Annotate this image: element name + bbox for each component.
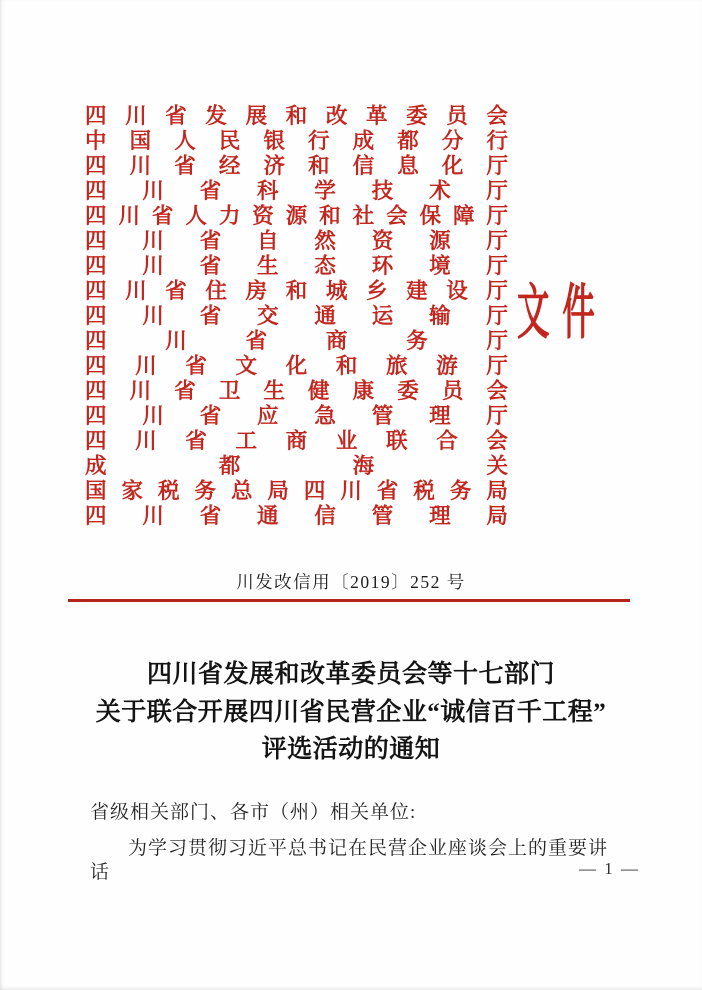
red-separator-rule <box>68 599 630 602</box>
agency-line: 中 国 人 民 银 行 成 都 分 行 <box>85 129 508 153</box>
body-paragraph: 为学习贯彻习近平总书记在民营企业座谈会上的重要讲话 <box>90 838 609 883</box>
agency-line: 四 川 省 经 济 和 信 息 化 厅 <box>85 154 508 178</box>
doc-type-label: 文件 <box>517 280 608 346</box>
document-body <box>90 801 622 885</box>
agency-line: 四 川 省 工 商 业 联 合 会 <box>85 429 508 453</box>
agency-line: 四 川 省 自 然 资 源 厅 <box>85 229 508 253</box>
title-line: 关于联合开展四川省民营企业“诚信百千工程” <box>95 698 607 726</box>
letterhead-agency-list <box>85 104 508 529</box>
document-title <box>0 656 702 769</box>
salutation: 省级相关部门、各市（州）相关单位: <box>90 802 417 823</box>
agency-line: 国 家 税 务 总 局 四 川 省 税 务 局 <box>85 479 508 503</box>
title-line: 评选活动的通知 <box>261 736 441 763</box>
title-line: 四川省发展和改革委员会等十七部门 <box>146 661 555 688</box>
agency-line: 四 川 省 应 急 管 理 厅 <box>85 404 508 428</box>
reference-number: 川发改信用〔2019〕252 号 <box>236 572 466 592</box>
agency-line: 四 川 省 通 信 管 理 局 <box>85 504 508 528</box>
page-number: — 1 — <box>579 859 640 878</box>
agency-line: 四 川 省 发 展 和 改 革 委 员 会 <box>85 104 508 128</box>
agency-line: 四 川 省 住 房 和 城 乡 建 设 厅 <box>85 279 508 303</box>
agency-line: 四 川 省 生 态 环 境 厅 <box>85 254 508 278</box>
agency-line: 四 川 省 人 力 资 源 和 社 会 保 障 厅 <box>85 204 508 228</box>
agency-line: 四 川 省 科 学 技 术 厅 <box>85 179 508 203</box>
agency-line: 成 都 海 关 <box>85 454 508 478</box>
agency-line: 四 川 省 商 务 厅 <box>85 329 508 353</box>
agency-line: 四 川 省 文 化 和 旅 游 厅 <box>85 354 508 378</box>
agency-line: 四 川 省 交 通 运 输 厅 <box>85 304 508 328</box>
agency-line: 四 川 省 卫 生 健 康 委 员 会 <box>85 379 508 403</box>
